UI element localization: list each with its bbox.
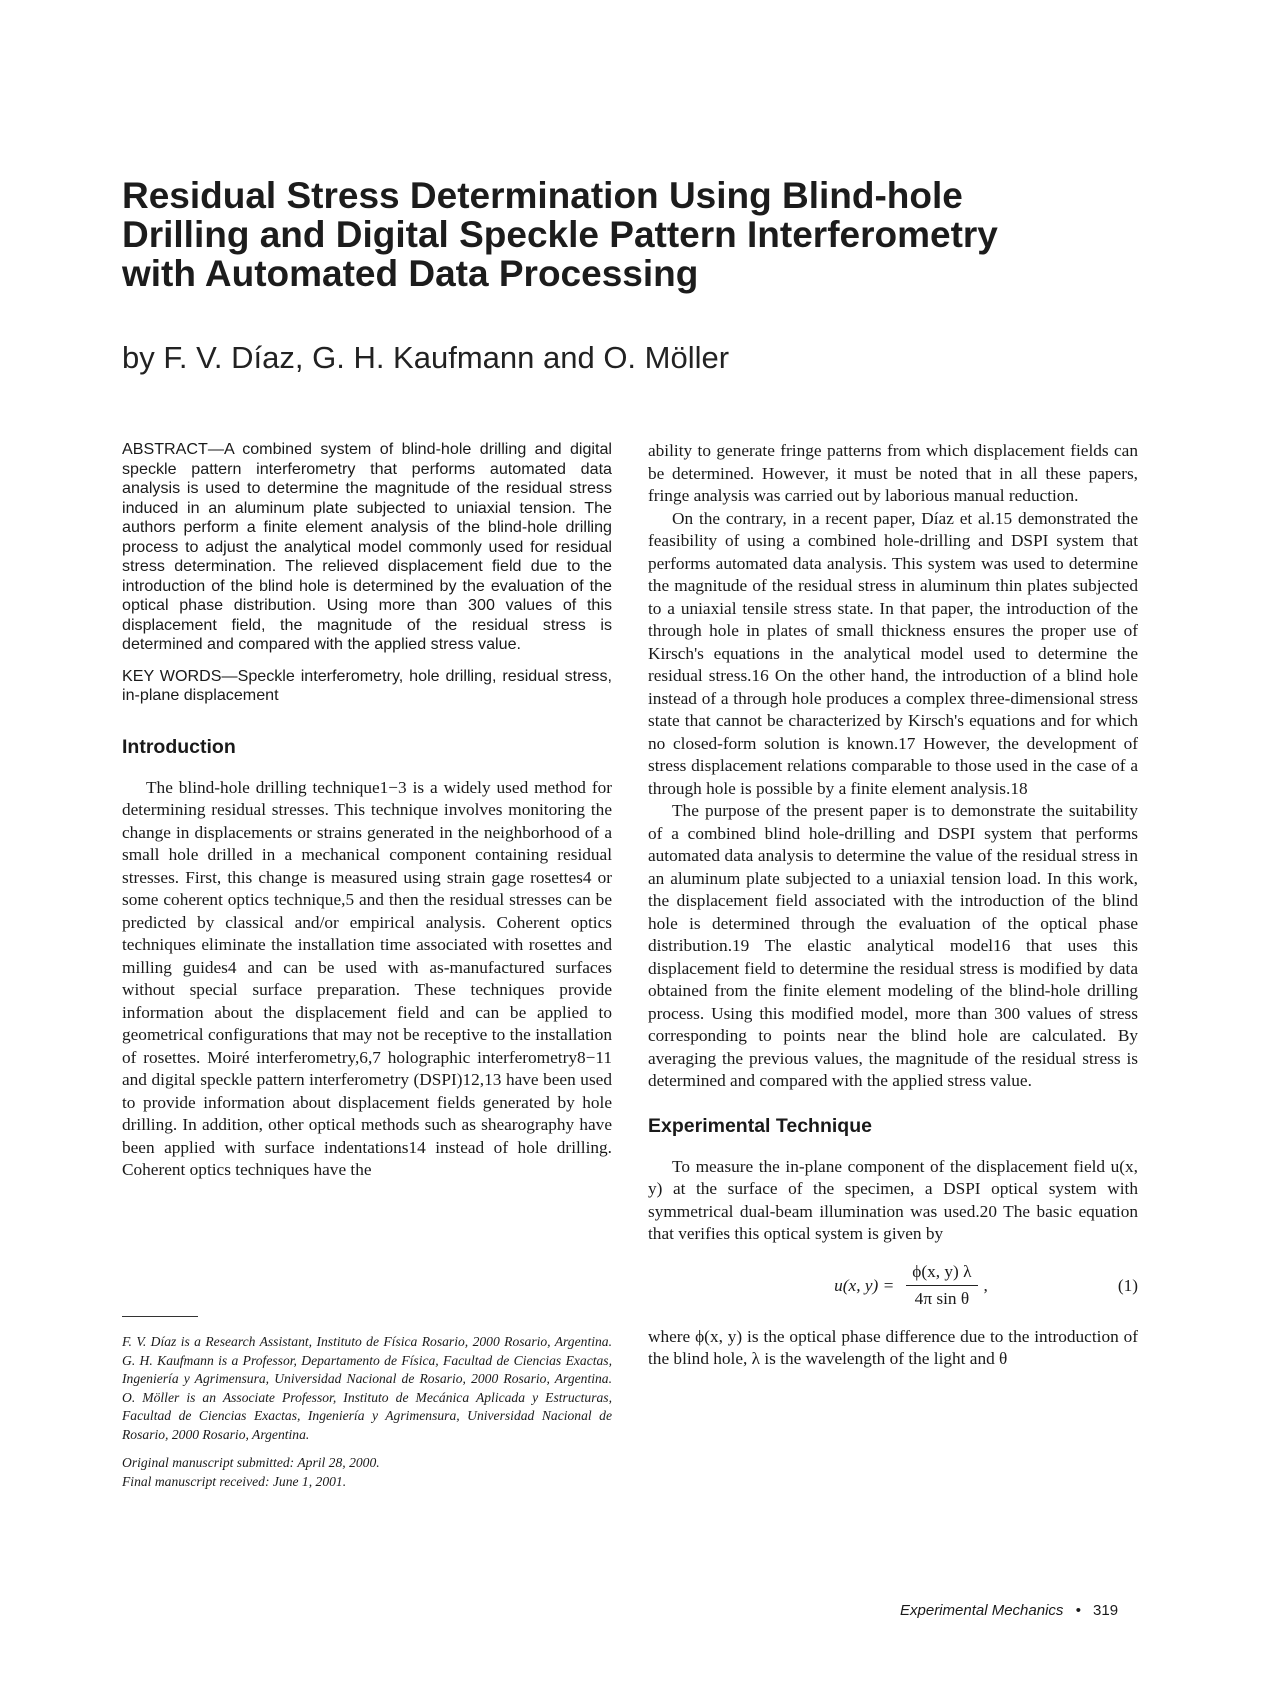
footnote-submitted: Original manuscript submitted: April 28, 2000. (122, 1455, 380, 1470)
footnote-block (122, 1316, 612, 1501)
footnote-divider (122, 1316, 198, 1317)
title-line-3: with Automated Data Processing (122, 253, 699, 294)
page-number: 319 (1093, 1602, 1119, 1619)
title-line-1: Residual Stress Determination Using Blind-hole (122, 175, 963, 216)
equation-numerator: ϕ(x, y) λ (906, 1262, 977, 1286)
left-column (122, 440, 612, 1182)
running-footer (900, 1602, 1118, 1619)
equation-trailing-comma: , (983, 1275, 988, 1295)
abstract-block (122, 440, 612, 706)
introduction-heading: Introduction (122, 735, 236, 758)
body-paragraph: On the contrary, in a recent paper, Díaz et al.15 demonstrated the feasibility of using a combined hole-drilling and DSPI system that performs automated data analysis. This system was used to determine the magnitude of the residual stress in aluminum thin plates subjected to a uniaxial tensile stress state. In that paper, the introduction of the through hole in plates of small thickness ensures the proper use of Kirsch's equations in the analytical model used to determine the residual stress.16 On the other hand, the introduction of a blind hole instead of a through hole produces a complex three-dimensional stress state that cannot be characterized by Kirsch's equations and for which no closed-form solution is known.17 However, the development of stress displacement relations comparable to those used in the case of a through hole is possible by a finite element analysis.18 (648, 508, 1138, 798)
introduction-body (122, 777, 612, 1182)
equation-number: (1) (1117, 1275, 1138, 1295)
title-line-2: Drilling and Digital Speckle Pattern Interferometry (122, 214, 998, 255)
introduction-paragraph: The blind-hole drilling technique1−3 is a widely used method for determining residual stresses. This technique involves monitoring the change in displacements or strains generated in the neighborhood of a small hole drilled in a mechanical component containing residual stresses. First, this change is measured using strain gage rosettes4 or some coherent optics technique,5 and then the residual stresses can be predicted by classical and/or empirical analysis. Coherent optics techniques eliminate the installation time associated with rosettes and milling guides4 and can be used with as-manufactured surfaces without special surface preparation. These techniques provide information about the displacement field and can be applied to geometrical configurations that may not be receptive to the installation of rosettes. Moiré interferometry,6,7 holographic interferometry8−11 and digital speckle pattern interferometry (DSPI)12,13 have been used to provide information about displacement fields generated by hole drilling. In addition, other optical methods such as shearography have been applied with surface indentations14 instead of hole drilling. Coherent optics techniques have the (122, 777, 612, 1179)
journal-name: Experimental Mechanics (900, 1602, 1064, 1619)
keywords-text: KEY WORDS—Speckle interferometry, hole drilling, residual stress, in-plane displacement (122, 666, 612, 704)
body-paragraph: where ϕ(x, y) is the optical phase difference due to the introduction of the blind hole, λ is the wavelength of the light and θ (648, 1326, 1138, 1368)
equation-fraction (906, 1262, 977, 1309)
equation-lhs: u(x, y) = (834, 1275, 895, 1295)
equation-1 (648, 1256, 1138, 1316)
footnote-affiliations: F. V. Díaz is a Research Assistant, Instituto de Física Rosario, 2000 Rosario, Argentina. G. H. Kaufmann is a Professor, Departamento de Física, Facultad de Ciencias Exactas, Ingeniería y Agrimensura, Universidad Nacional de Rosario, 2000 Rosario, Argentina. O. Möller is an Associate Professor, Instituto de Mecánica Aplicada y Estructuras, Facultad de Ciencias Exactas, Ingeniería y Agrimensura, Universidad Nacional de Rosario, 2000 Rosario, Argentina. (122, 1334, 612, 1442)
experimental-technique-heading: Experimental Technique (648, 1114, 872, 1137)
body-paragraph: To measure the in-plane component of the displacement field u(x, y) at the surface of the specimen, a DSPI optical system with symmetrical dual-beam illumination was used.20 The basic equation that verifies this optical system is given by (648, 1156, 1138, 1243)
author-line: by F. V. Díaz, G. H. Kaufmann and O. Möller (122, 340, 730, 375)
footer-bullet: • (1075, 1602, 1081, 1619)
footnote-received: Final manuscript received: June 1, 2001. (122, 1473, 347, 1489)
right-column (648, 440, 1138, 1371)
paper-title (122, 176, 1102, 293)
abstract-text: ABSTRACT—A combined system of blind-hole drilling and digital speckle pattern interferometry that performs automated data analysis is used to determine the magnitude of the residual stress induced in an aluminum plate subjected to uniaxial tension. The authors perform a finite element analysis of the blind-hole drilling process to adjust the analytical model commonly used for residual stress determination. The relieved displacement field due to the introduction of the blind hole is determined by the evaluation of the optical phase distribution. Using more than 300 values of this displacement field, the magnitude of the residual stress is determined and compared with the applied stress value. (122, 440, 612, 653)
body-paragraph: ability to generate fringe patterns from which displacement fields can be determined. However, it must be noted that in all these papers, fringe analysis was carried out by laborious manual reduction. (648, 441, 1138, 505)
equation-denominator: 4π sin θ (914, 1289, 970, 1308)
body-paragraph: The purpose of the present paper is to demonstrate the suitability of a combined blind hole-drilling and DSPI system that performs automated data analysis to determine the value of the residual stress in an aluminum plate subjected to a uniaxial tension load. In this work, the displacement field associated with the introduction of the blind hole is determined through the evaluation of the optical phase distribution.19 The elastic analytical model16 that uses this displacement field to determine the residual stress is modified by data obtained from the finite element modeling of the blind-hole drilling process. Using this modified model, more than 300 values of stress corresponding to points near the blind hole are calculated. By averaging the previous values, the magnitude of the residual stress is determined and compared with the applied stress value. (648, 801, 1138, 1090)
